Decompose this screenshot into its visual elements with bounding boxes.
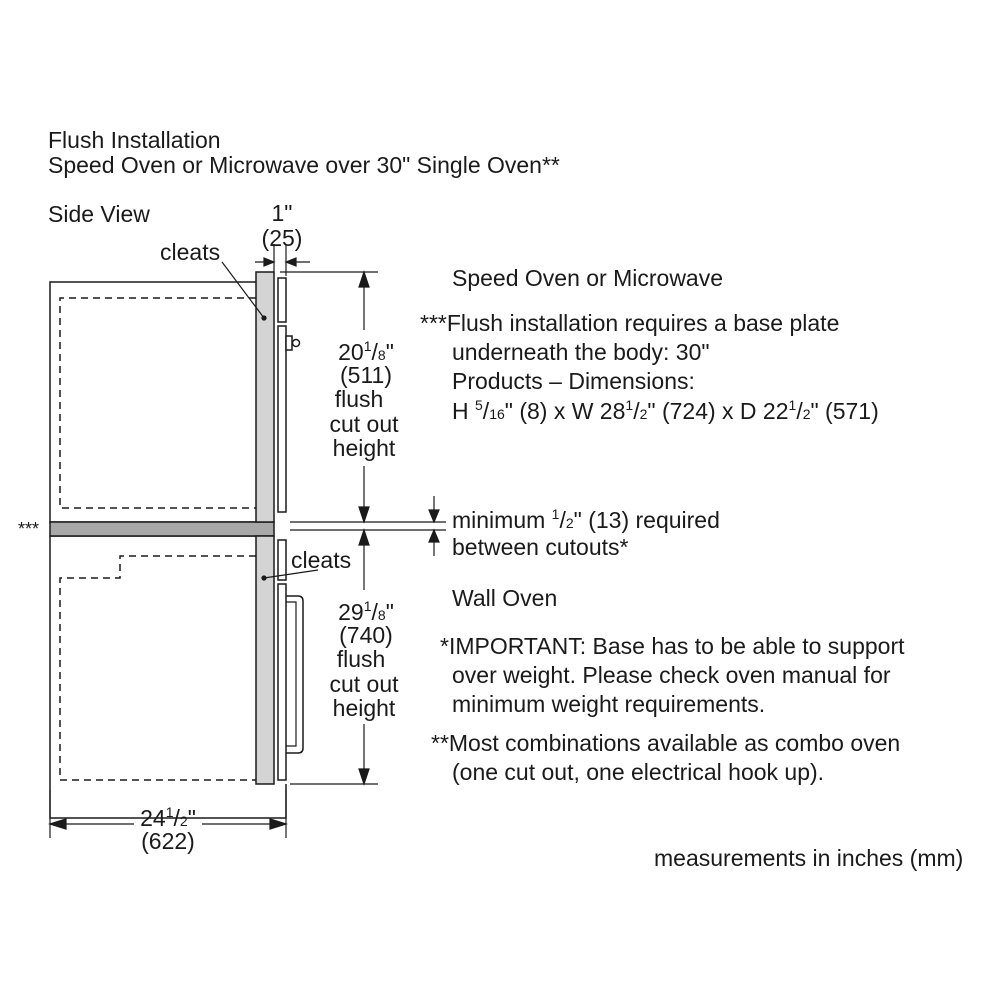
lower-height-mm: (740) (339, 622, 393, 648)
cleats-top-label: cleats (160, 239, 221, 265)
wall-oven-heading: Wall Oven (452, 585, 558, 611)
gap-dimension-mm: (25) (261, 225, 303, 251)
important-note-line-3: minimum weight requirements. (452, 691, 766, 717)
upper-handle (286, 336, 300, 350)
base-plate (50, 522, 274, 536)
speed-oven-heading: Speed Oven or Microwave (452, 265, 724, 291)
upper-height-mm: (511) (340, 362, 392, 388)
combos-note-line-2: (one cut out, one electrical hook up). (452, 759, 825, 785)
lower-height-label-1: flush (336, 646, 386, 672)
lower-height-inches: $29^1/8$" (338, 598, 394, 625)
upper-height-label-3: height (332, 435, 396, 461)
flush-note-line-1: ***Flush installation requires a base plate (420, 310, 840, 336)
flush-note-line-4: H $^5$/16" (8) x W $28^1/2$" (724) x D $22^1/2$" (571) (452, 397, 879, 424)
side-view-label: Side View (48, 201, 150, 227)
minimum-note-line-2: between cutouts* (452, 534, 629, 560)
width-mm: (622) (141, 828, 195, 854)
upper-appliance-body (60, 298, 256, 508)
lower-height-label-2: cut out (329, 671, 399, 697)
flush-note-line-3: Products – Dimensions: (452, 368, 695, 394)
base-plate-marker: *** (18, 519, 40, 539)
important-note-line-2: over weight. Please check oven manual for (452, 662, 891, 688)
upper-height-label-2: cut out (329, 411, 399, 437)
lower-front-trim (256, 536, 274, 784)
cleats-bottom-label: cleats (291, 547, 352, 573)
upper-appliance-door (278, 278, 286, 322)
upper-height-inches: $20^1/8$" (338, 338, 394, 365)
lower-oven-handle (286, 596, 303, 753)
upper-height-label-1: flush (334, 386, 384, 412)
combos-note-line-1: **Most combinations available as combo oven (431, 730, 901, 756)
units-note: measurements in inches (mm) (654, 845, 964, 871)
lower-oven-body (60, 556, 256, 780)
lower-oven-door (278, 584, 286, 780)
minimum-note-line-1: minimum $^1$/2" (13) required (452, 506, 720, 533)
important-note-line-1: *IMPORTANT: Base has to be able to support (440, 633, 905, 659)
title-line-1: Flush Installation (48, 127, 221, 153)
flush-note-line-2: underneath the body: 30" (452, 339, 710, 365)
upper-cabinet-outline (50, 282, 256, 522)
lower-height-label-3: height (332, 695, 396, 721)
lower-oven-door-top (278, 540, 286, 580)
gap-dimension-inches: 1" (271, 200, 293, 226)
width-inches: $24^1/2$" (140, 804, 196, 831)
title-line-2: Speed Oven or Microwave over 30" Single Oven** (48, 152, 560, 178)
upper-front-trim (256, 272, 274, 522)
upper-appliance-door-lower (278, 326, 286, 512)
